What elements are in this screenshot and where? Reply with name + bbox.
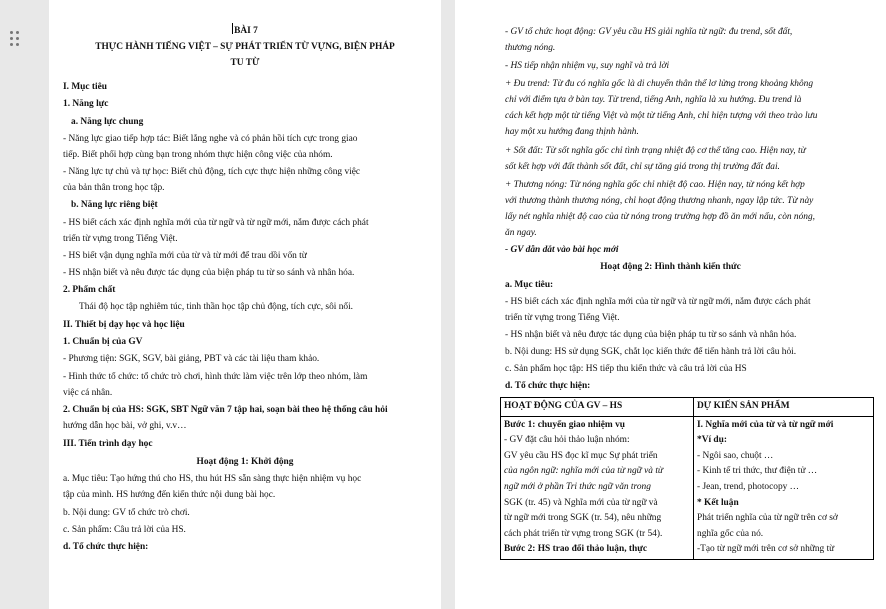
paragraph-line: a. Mục tiêu: Tạo hứng thú cho HS, thu hút HS sẵn sàng thực hiện nhiệm vụ học — [63, 474, 362, 484]
paragraph-line: - HS biết cách xác định nghĩa mới của từ ngữ và từ ngữ mới, nắm được cách phát — [63, 218, 369, 228]
heading: a. Năng lực chung — [71, 117, 144, 127]
paragraph-line: - Năng lực giao tiếp hợp tác: Biết lắng nghe và có phản hồi tích cực trong giao — [63, 134, 358, 144]
paragraph-line: hướng dẫn học bài, vở ghi, v.v… — [63, 421, 187, 431]
paragraph-line: b. Nội dung: GV tổ chức trò chơi. — [63, 508, 190, 518]
paragraph-line: - HS biết cách xác định nghĩa mới của từ ngữ và từ ngữ mới, nắm được cách phát — [505, 297, 811, 307]
paragraph-line: - Phương tiện: SGK, SGV, bài giảng, PBT và các tài liệu tham khảo. — [63, 354, 320, 364]
paragraph-line: c. Sản phẩm: Câu trả lời của HS. — [63, 525, 186, 535]
table-line: từ ngữ mới trong SGK (tr. 54), nêu những — [504, 513, 662, 524]
paragraph-line: - Năng lực tự chủ và tự học: Biết chủ động, tích cực thực hiện những công việc — [63, 167, 361, 177]
paragraph-line: + Thương nóng: Từ nóng nghĩa gốc chỉ nhiệt độ cao. Hiện nay, từ nóng kết hợp — [505, 180, 805, 190]
paragraph-line: 2. Chuẩn bị của HS: SGK, SBT Ngữ văn 7 tập hai, soạn bài theo hệ thống câu hỏi — [63, 405, 388, 415]
table-line: GV yêu cầu HS đọc kĩ mục Sự phát triển — [504, 450, 658, 461]
table-line: Bước 1: chuyển giao nhiệm vụ — [504, 419, 625, 430]
table-line: SGK (tr. 45) và Nghĩa mới của từ ngữ và — [504, 497, 658, 508]
paragraph-line: - Hình thức tổ chức: tổ chức trò chơi, hình thức làm việc trên lớp theo nhóm, làm — [63, 372, 368, 382]
heading: d. Tổ chức thực hiện: — [505, 381, 591, 391]
table-line: Phát triển nghĩa của từ ngữ trên cơ sở — [697, 513, 838, 524]
text-cursor — [232, 23, 233, 34]
paragraph-line: việc cá nhân. — [63, 388, 113, 398]
heading: I. Mục tiêu — [63, 82, 108, 92]
paragraph-line: chỉ với điểm tựa ở bàn tay. Từ trend, tiếng Anh, nghĩa là xu hướng. Đu trend là — [505, 95, 802, 105]
activity-heading: Hoạt động 1: Khởi động — [196, 457, 294, 467]
paragraph-line: b. Nội dung: HS sử dụng SGK, chắt lọc kiến thức để tiến hành trả lời câu hỏi. — [505, 347, 797, 357]
paragraph-line: - HS nhận biết và nêu được tác dụng của biện pháp tu từ so sánh và nhân hóa. — [63, 268, 355, 278]
paragraph-line: hay một xu hướng đang thịnh hành. — [505, 127, 639, 137]
table-line: - GV đặt câu hỏi thảo luận nhóm: — [504, 435, 630, 446]
heading: II. Thiết bị dạy học và học liệu — [63, 320, 185, 330]
table-line: cách phát triển từ vựng trong SGK (tr 54). — [504, 528, 663, 539]
paragraph-line: Thái độ học tập nghiêm túc, tinh thần học tập chủ động, tích cực, sôi nổi. — [79, 302, 354, 312]
paragraph-line: tiếp. Biết phối hợp cùng bạn trong nhóm thực hiện công việc của nhóm. — [63, 150, 333, 160]
left-gutter — [0, 0, 49, 609]
table-line: Bước 2: HS trao đổi thảo luận, thực — [504, 544, 648, 555]
heading: d. Tổ chức thực hiện: — [63, 542, 149, 552]
document-page-1[interactable] — [49, 0, 441, 609]
table-cell-product[interactable] — [694, 416, 874, 559]
paragraph-line: - HS biết vận dụng nghĩa mới của từ và từ mới để trau dồi vốn từ — [63, 251, 307, 261]
paragraph-line: triển từ vựng trong Tiếng Việt. — [63, 234, 178, 244]
table-line: nghĩa gốc của nó. — [697, 528, 764, 539]
table-line: -Tạo từ ngữ mới trên cơ sở những từ — [697, 544, 835, 555]
activity-heading: Hoạt động 2: Hình thành kiến thức — [600, 262, 741, 272]
paragraph-line: - GV dẫn dắt vào bài học mới — [505, 245, 619, 255]
lesson-subtitle-line2: TU TỪ — [230, 58, 260, 68]
table-line: - Kinh tế tri thức, thư điện tử … — [697, 466, 818, 477]
paragraph-line: thương nóng. — [505, 43, 556, 53]
table-line: *Ví dụ: — [697, 435, 727, 446]
paragraph-line: c. Sản phẩm học tập: HS tiếp thu kiến thức và câu trả lời của HS — [505, 364, 747, 374]
table-header: HOẠT ĐỘNG CỦA GV – HS — [501, 398, 694, 417]
paragraph-line: - HS tiếp nhận nhiệm vụ, suy nghĩ và trả lời — [505, 61, 670, 71]
heading: b. Năng lực riêng biệt — [71, 200, 158, 210]
paragraph-line: triển từ vựng trong Tiếng Việt. — [505, 313, 620, 323]
heading: a. Mục tiêu: — [505, 280, 554, 290]
paragraph-line: với thương thành thương nóng, chỉ hoạt động thương nhanh, ngay lập tức. Từ này — [505, 196, 814, 206]
paragraph-line: lấy nét nghĩa nhiệt độ cao của từ nóng trong trường hợp đồ ăn mới nấu, còn nóng, — [505, 212, 816, 222]
paragraph-line: ăn ngay. — [505, 228, 537, 238]
table-cell-gv-hs[interactable] — [501, 416, 694, 559]
table-line: I. Nghĩa mới của từ và từ ngữ mới — [697, 419, 834, 430]
paragraph-line: sốt kết hợp với đất thành sốt đất, chỉ sự tăng giá trong thị trường đất đai. — [505, 162, 780, 172]
table-line: của ngôn ngữ: nghĩa mới của từ ngữ và từ — [504, 466, 664, 477]
paragraph-line: - GV tổ chức hoạt động: GV yêu cầu HS giải nghĩa từ ngữ: đu trend, sốt đất, — [505, 27, 793, 37]
table-line: - Ngôi sao, chuột … — [697, 450, 774, 461]
paragraph-line: của bản thân trong học tập. — [63, 183, 165, 193]
lesson-title: BÀI 7 — [49, 23, 441, 40]
heading: 2. Phẩm chất — [63, 285, 116, 295]
table-line: * Kết luận — [697, 497, 739, 508]
paragraph-line: + Sốt đất: Từ sốt nghĩa gốc chỉ tình trạng nhiệt độ cơ thể tăng cao. Hiện nay, từ — [505, 146, 806, 156]
paragraph-line: + Đu trend: Từ đu có nghĩa gốc là di chuyển thân thể lơ lửng trong khoảng không — [505, 79, 814, 89]
table-line: ngữ mới ở phần Tri thức ngữ văn trong — [504, 481, 651, 492]
heading: 1. Năng lực — [63, 99, 109, 109]
activity-table[interactable] — [500, 397, 874, 560]
document-page-2[interactable] — [455, 0, 886, 609]
lesson-subtitle-line1: THỰC HÀNH TIẾNG VIỆT – SỰ PHÁT TRIỂN TỪ VỰNG, BIỆN PHÁP — [95, 42, 395, 52]
paragraph-line: tập của mình. HS hướng đến kiến thức nội dung bài học. — [63, 490, 276, 500]
paragraph-line: cách kết hợp một từ tiếng Việt và một từ tiếng Anh, chỉ hiện tượng với theo trào lưu — [505, 111, 818, 121]
drag-handle-icon[interactable] — [10, 31, 24, 47]
paragraph-line: - HS nhận biết và nêu được tác dụng của biện pháp tu từ so sánh và nhân hóa. — [505, 330, 797, 340]
table-header: DỰ KIẾN SẢN PHẨM — [694, 398, 874, 417]
heading: 1. Chuẩn bị của GV — [63, 337, 143, 347]
table-line: - Jean, trend, photocopy … — [697, 481, 800, 492]
heading: III. Tiến trình dạy học — [63, 439, 153, 449]
